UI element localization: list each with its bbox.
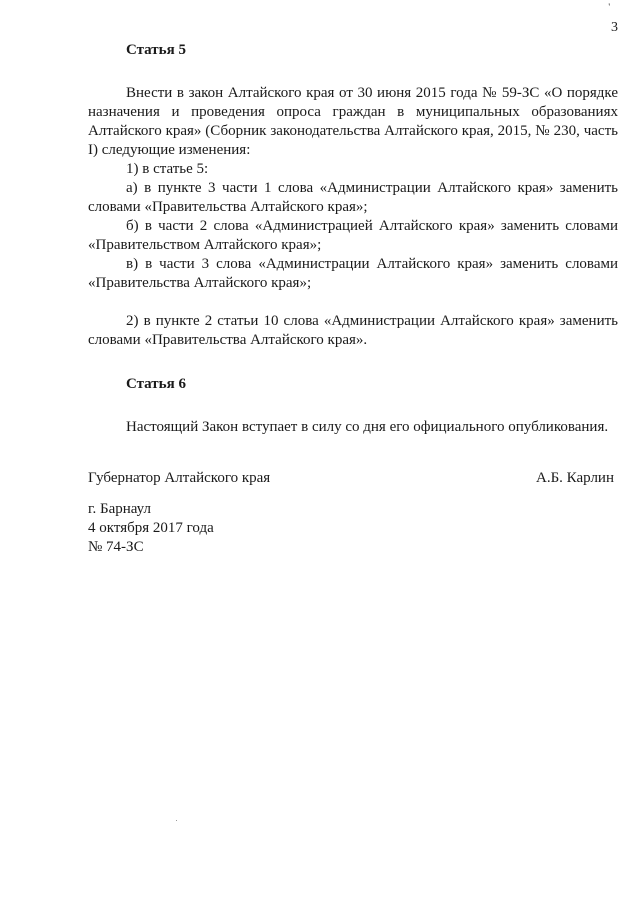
- article-6-text: Настоящий Закон вступает в силу со дня его официального опубликования.: [126, 419, 609, 435]
- city: г. Барнаул: [88, 501, 151, 517]
- article-5-item-1: 1) в статье 5:: [126, 161, 209, 177]
- corner-mark: ': [608, 2, 610, 12]
- law-number: № 74-ЗС: [88, 539, 144, 555]
- article-5-item-1b: б) в части 2 слова «Администрацией Алтайского края» заменить словами «Правительством Алтайского края»;: [88, 218, 618, 253]
- spacer: [88, 350, 618, 374]
- document-body: [88, 40, 618, 437]
- place-date-block: [88, 500, 214, 557]
- article-5-item-1a: а) в пункте 3 части 1 слова «Администрации Алтайского края» заменить словами «Правительства Алтайского края»;: [88, 180, 618, 215]
- page-number: 3: [611, 20, 618, 35]
- article-5-item-1c: в) в части 3 слова «Администрации Алтайского края» заменить словами «Правительства Алтайского края»;: [88, 256, 618, 291]
- scan-speck: [176, 820, 177, 821]
- signatory-position: Губернатор Алтайского края: [88, 470, 271, 486]
- article-5-heading: Статья 5: [126, 42, 186, 58]
- signatory-name: А.Б. Карлин: [535, 470, 614, 486]
- article-5-intro: Внести в закон Алтайского края от 30 июня 2015 года № 59-ЗС «О порядке назначения и проведения опроса граждан в муниципальных образованиях Алтайского края» (Сборник законодательства Алтайского края, 2015, № 230, часть I) следующие изменения:: [88, 85, 618, 158]
- spacer: [88, 293, 618, 312]
- law-date: 4 октября 2017 года: [88, 520, 214, 536]
- article-5-item-2: 2) в пункте 2 статьи 10 слова «Администрации Алтайского края» заменить словами «Правительства Алтайского края».: [88, 313, 618, 348]
- article-6-heading: Статья 6: [126, 376, 186, 392]
